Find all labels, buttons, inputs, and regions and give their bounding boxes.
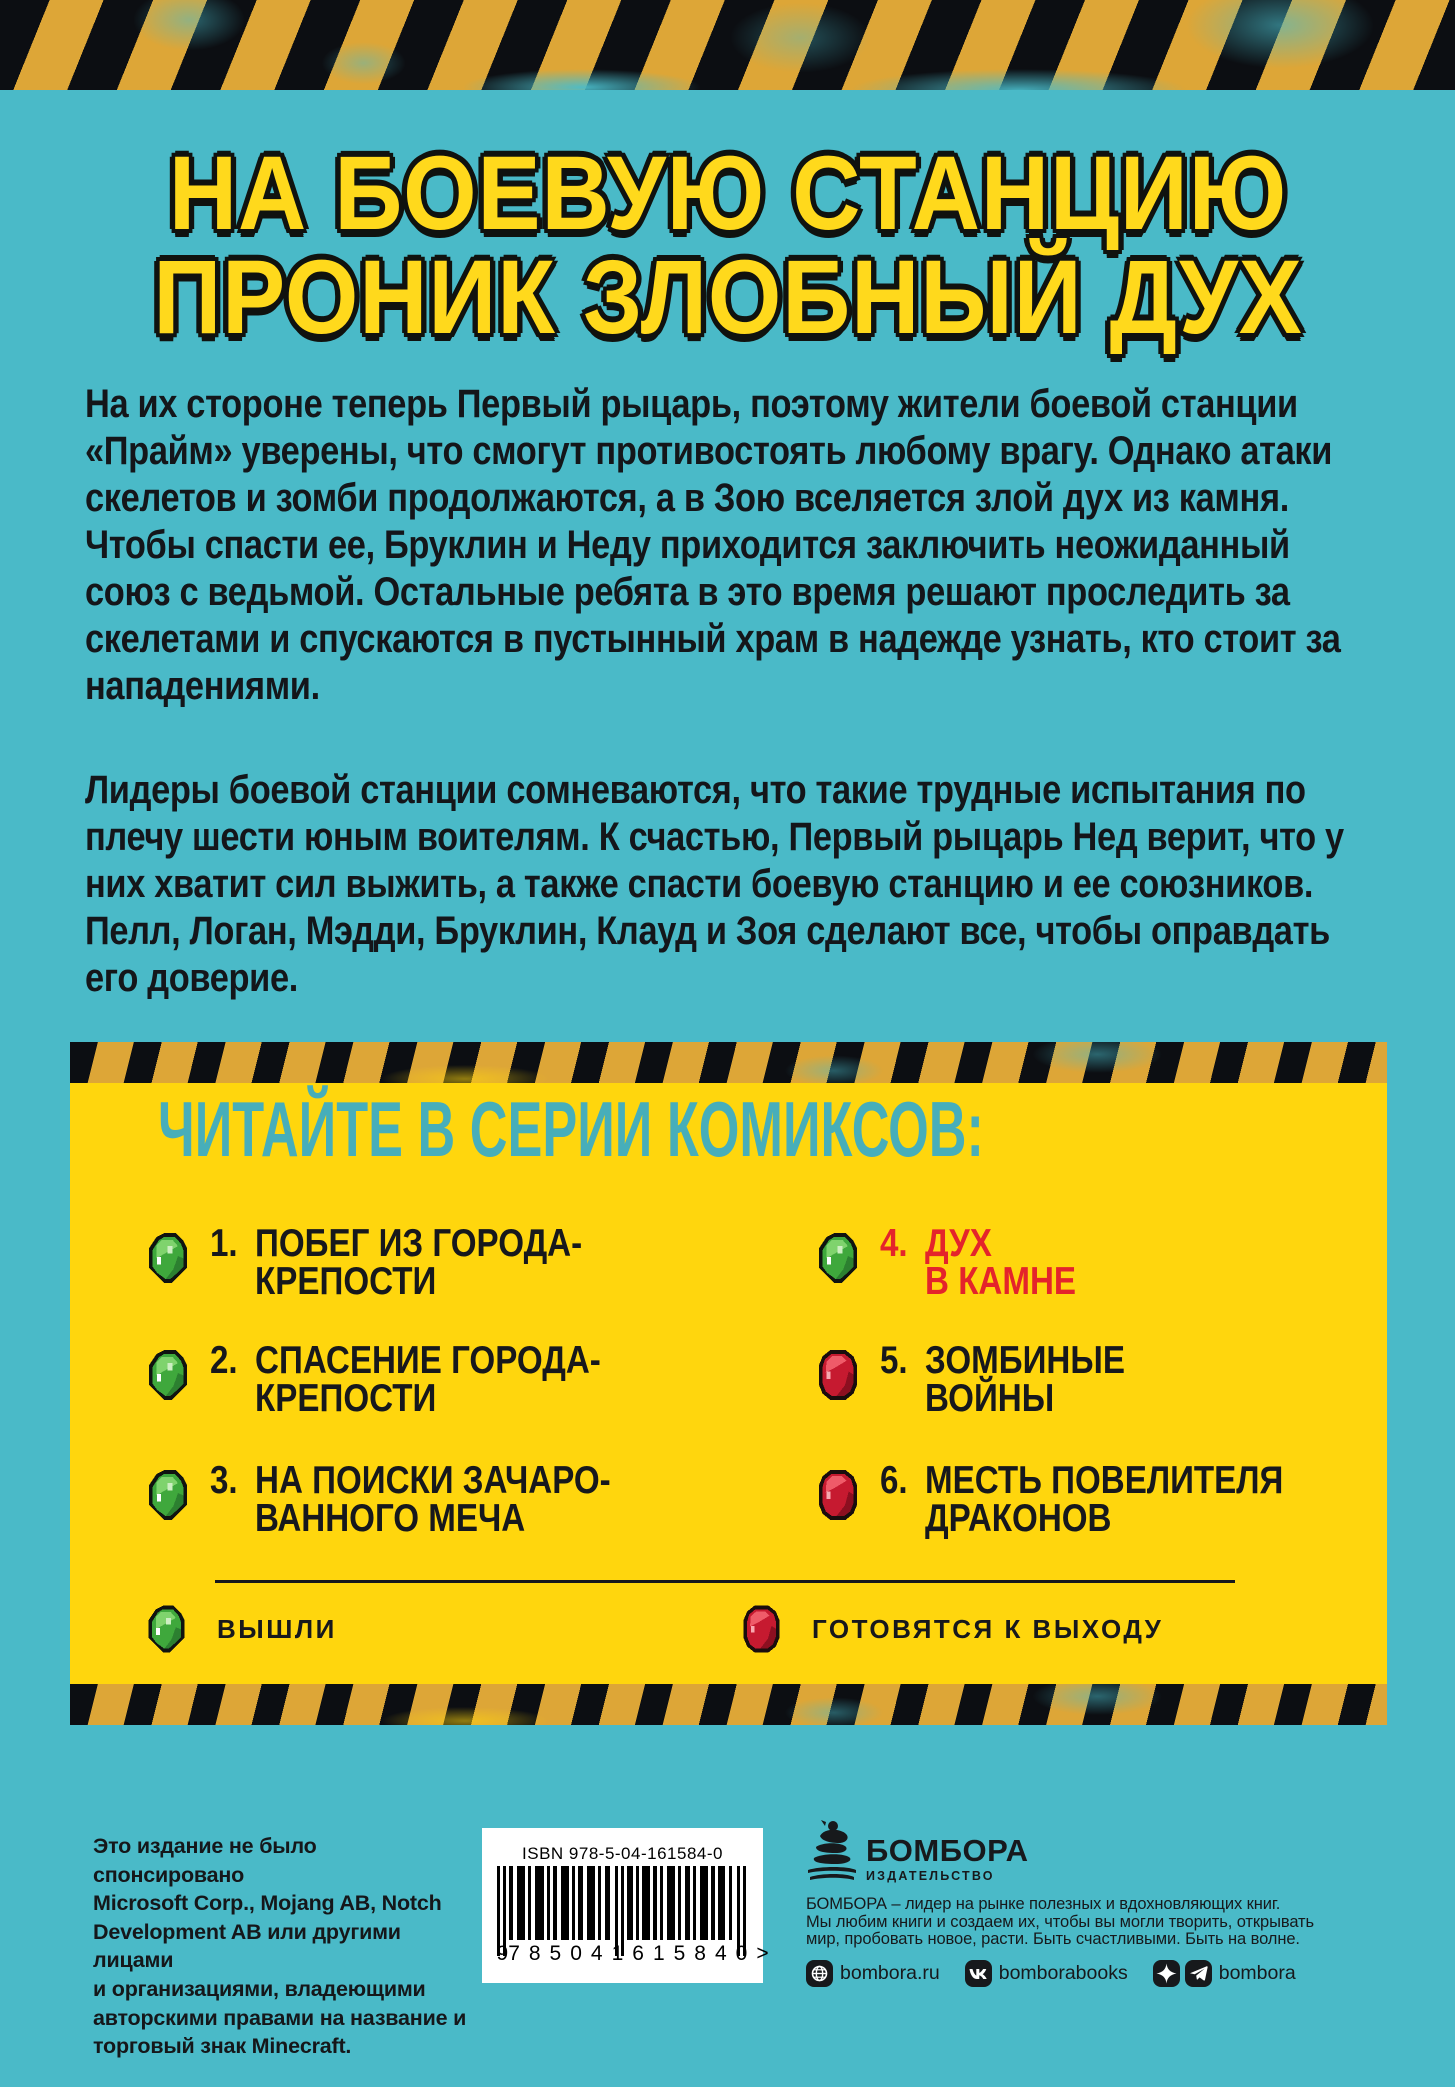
synopsis-paragraph-1 — [85, 381, 1409, 710]
publisher-link — [1155, 1960, 1296, 1987]
telegram-icon — [1185, 1960, 1212, 1987]
series-item-title-line2: ДРАКОНОВ — [925, 1497, 1112, 1540]
cover-title-line1: НА БОЕВУЮ СТАНЦИЮ — [168, 135, 1287, 252]
legal-line: торговый знак Minecraft. — [93, 2034, 352, 2059]
globe-icon — [806, 1960, 833, 1987]
ruby-icon — [740, 1600, 783, 1658]
series-item-title-line1: НА ПОИСКИ ЗАЧАРО- — [255, 1459, 611, 1502]
series-item-number: 4. — [880, 1222, 908, 1265]
legend-upcoming — [740, 1600, 1163, 1658]
publisher-name: БОМБОРА — [866, 1833, 1029, 1868]
series-item-number: 5. — [880, 1339, 908, 1382]
series-legend — [70, 1600, 1387, 1664]
ruby-icon — [815, 1344, 861, 1406]
series-box — [70, 1042, 1387, 1725]
synopsis-line: нападениями. — [85, 664, 320, 708]
series-item-title-line2: В КАМНЕ — [925, 1260, 1077, 1303]
legend-released — [145, 1600, 337, 1658]
publisher-header — [806, 1820, 1366, 1884]
legal-notice — [93, 1832, 473, 2061]
series-item — [740, 1339, 1387, 1462]
publisher-description-line: БОМБОРА – лидер на рынке полезных и вдохновляющих книг. — [806, 1895, 1281, 1913]
emerald-icon — [815, 1227, 861, 1289]
vk-icon — [965, 1960, 992, 1987]
series-item-text — [210, 1459, 611, 1540]
series-item — [740, 1222, 1387, 1342]
series-item-title-line1: МЕСТЬ ПОВЕЛИТЕЛЯ — [925, 1459, 1284, 1502]
series-item-title-line2: ВАННОГО МЕЧА — [255, 1497, 526, 1540]
synopsis-line: скелетов и зомби продолжаются, а в Зою вселяется злой дух из камня. — [85, 476, 1289, 520]
series-item — [740, 1459, 1387, 1540]
series-items-list — [70, 1222, 1387, 1540]
legend-upcoming-label: ГОТОВЯТСЯ К ВЫХОДУ — [812, 1613, 1164, 1644]
publisher-link — [967, 1960, 1128, 1987]
synopsis-line: Чтобы спасти ее, Бруклин и Неду приходится заключить неожиданный — [85, 523, 1290, 567]
synopsis-line: них хватит сил выжить, а также спасти боевую станцию и ее союзников. — [85, 862, 1314, 906]
cover-title — [0, 135, 1455, 356]
emerald-icon — [145, 1464, 191, 1526]
legend-released-label: ВЫШЛИ — [217, 1613, 337, 1644]
publisher-link-label: bombora.ru — [840, 1961, 940, 1984]
series-item — [70, 1222, 740, 1342]
isbn-digits — [496, 1942, 769, 1966]
legal-line: Это издание не было спонсировано — [93, 1834, 317, 1887]
series-item-number: 6. — [880, 1459, 908, 1502]
emerald-icon — [145, 1600, 188, 1658]
series-item-text — [880, 1222, 1077, 1303]
legal-line: и организациями, владеющими — [93, 1976, 426, 2001]
caution-stripe-band-top — [0, 0, 1455, 90]
series-item — [70, 1459, 740, 1540]
series-item-title-line1: ЗОМБИНЫЕ — [925, 1339, 1125, 1382]
isbn-arrow: > — [756, 1942, 769, 1965]
series-item-title-line1: ПОБЕГ ИЗ ГОРОДА- — [255, 1222, 583, 1265]
isbn-label: ISBN 978-5-04-161584-0 — [522, 1844, 723, 1863]
series-item-title-line1: ДУХ — [925, 1222, 992, 1265]
synopsis-line: его доверие. — [85, 956, 298, 1000]
series-item-text — [880, 1459, 1284, 1540]
bombora-surfer-logo-icon — [806, 1820, 858, 1884]
synopsis-paragraph-2 — [85, 767, 1409, 1002]
synopsis-line: союз с ведьмой. Остальные ребята в это время решают проследить за — [85, 570, 1290, 614]
series-item-title-line2: ВОЙНЫ — [925, 1377, 1055, 1420]
series-item — [70, 1339, 740, 1462]
caution-stripe-band-box-top — [70, 1042, 1387, 1083]
isbn-digit-group2: 615840 — [632, 1942, 757, 1965]
legal-line: авторскими правами на название и — [93, 2005, 467, 2030]
synopsis-line: На их стороне теперь Первый рыцарь, поэтому жители боевой станции — [85, 382, 1298, 426]
synopsis-line: Пелл, Логан, Мэдди, Бруклин, Клауд и Зоя сделают все, чтобы оправдать — [85, 909, 1330, 953]
series-item-number: 2. — [210, 1339, 238, 1382]
publisher-link — [806, 1960, 940, 1987]
emerald-icon — [145, 1227, 191, 1289]
series-item-text — [880, 1339, 1125, 1420]
series-item-title-line2: КРЕПОСТИ — [255, 1377, 437, 1420]
emerald-icon — [145, 1344, 191, 1406]
legal-line: Development AB или другими лицами — [93, 1919, 401, 1973]
series-item-number: 3. — [210, 1459, 238, 1502]
series-item-title-line1: СПАСЕНИЕ ГОРОДА- — [255, 1339, 601, 1382]
series-item-text — [210, 1222, 583, 1303]
series-item-number: 1. — [210, 1222, 238, 1265]
zen-icon — [1153, 1960, 1180, 1987]
synopsis-line: «Прайм» уверены, что смогут противостоять любому врагу. Однако атаки — [85, 429, 1333, 473]
publisher-description-line: мир, пробовать новое, расти. Быть счастливыми. Быть на волне. — [806, 1930, 1300, 1949]
synopsis-line: Лидеры боевой станции сомневаются, что такие трудные испытания по — [85, 768, 1306, 812]
ruby-icon — [815, 1464, 861, 1526]
isbn-digit-lead: 9 — [496, 1942, 509, 1965]
legal-line: Microsoft Corp., Mojang AB, Notch — [93, 1891, 442, 1916]
caution-stripe-band-box-bottom — [70, 1684, 1387, 1725]
isbn-barcode-box — [482, 1828, 769, 1983]
series-item-text — [210, 1339, 601, 1420]
publisher-description — [806, 1896, 1366, 1949]
synopsis-line: плечу шести юным воителям. К счастью, Первый рыцарь Нед верит, что у — [85, 815, 1344, 859]
series-heading: ЧИТАЙТЕ В СЕРИИ КОМИКСОВ: — [158, 1085, 984, 1173]
synopsis-line: скелетами и спускаются в пустынный храм в надежде узнать, кто стоит за — [85, 617, 1341, 661]
publisher-block — [806, 1820, 1366, 1987]
series-item-title-line2: КРЕПОСТИ — [255, 1260, 437, 1303]
publisher-description-line: Мы любим книги и создаем их, чтобы вы могли творить, открывать — [806, 1912, 1314, 1931]
legend-divider — [215, 1580, 1235, 1583]
isbn-digit-group1: 785041 — [508, 1942, 633, 1965]
publisher-link-label: bombora — [1218, 1961, 1296, 1984]
publisher-tagline: ИЗДАТЕЛЬСТВО — [866, 1869, 995, 1883]
publisher-links — [806, 1960, 1366, 1987]
publisher-link-label: bomborabooks — [998, 1961, 1128, 1984]
cover-title-line2: ПРОНИК ЗЛОБНЫЙ ДУХ — [152, 239, 1303, 356]
